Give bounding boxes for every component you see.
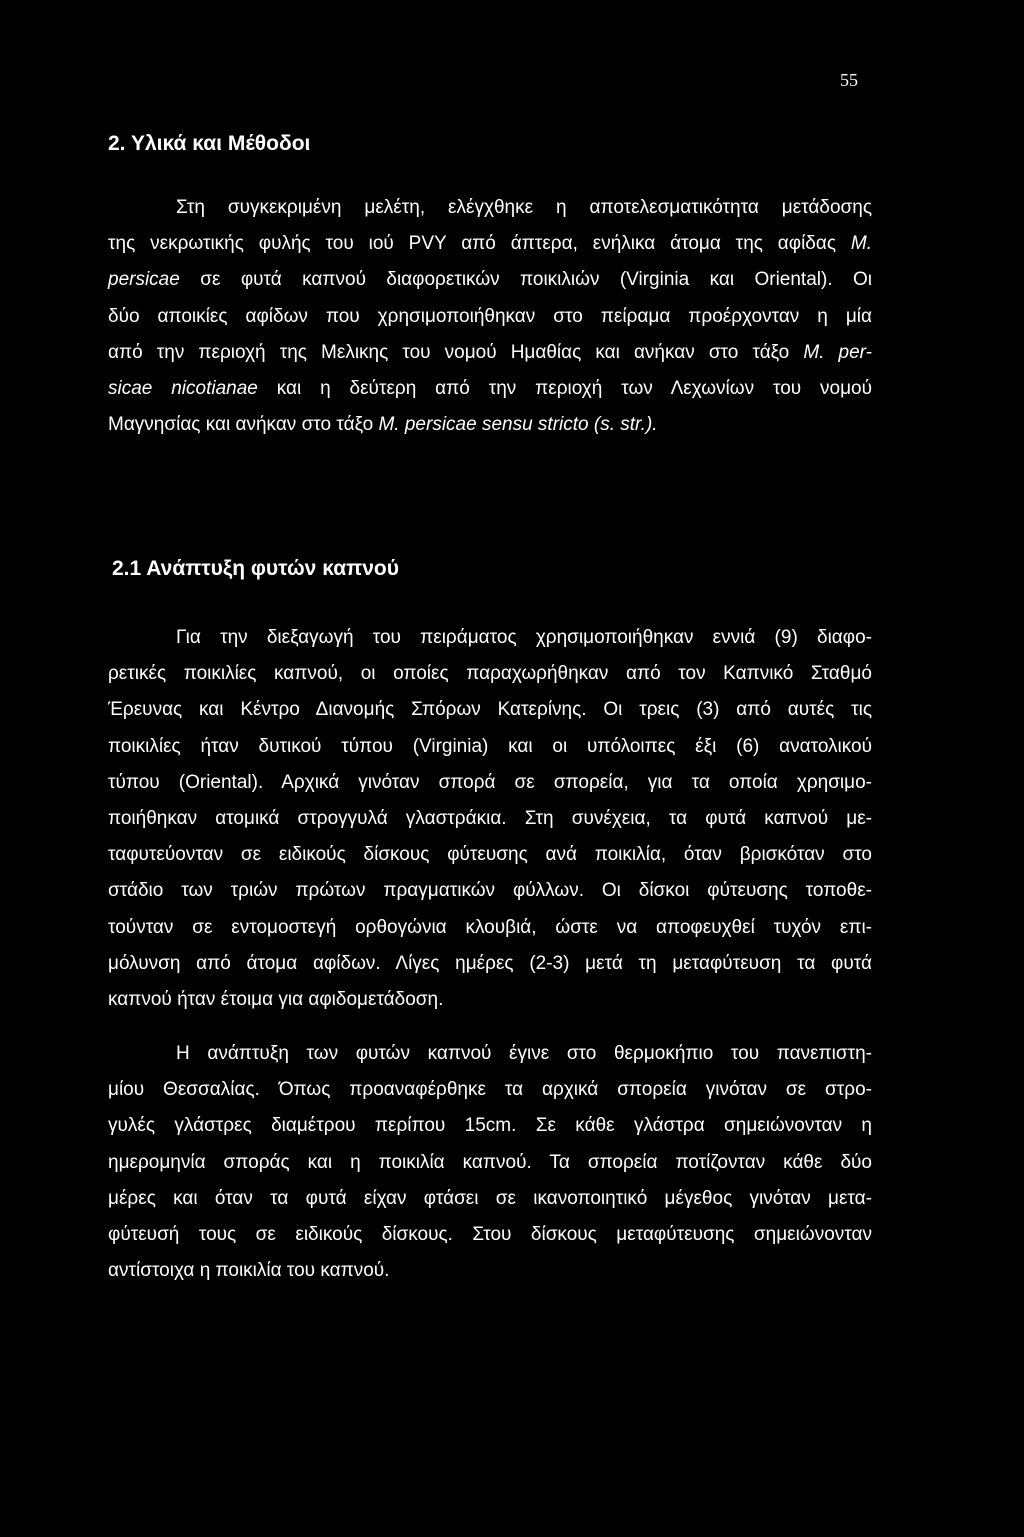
text-line: τύπου (Oriental). Αρχικά γινόταν σπορά σε σπορεία, για τα οποία χρησιμο- — [108, 771, 872, 793]
text-line: από την περιοχή της Μελικης του νομού Ημαθίας και ανήκαν στο τάξο M. per- — [108, 341, 872, 363]
text-line: καπνού ήταν έτοιμα για αφιδομετάδοση. — [108, 989, 444, 1011]
text-line: γυλές γλάστρες διαμέτρου περίπου 15cm. Σε κάθε γλάστρα σημειώνονταν η — [108, 1115, 872, 1137]
text-line: Στη συγκεκριμένη μελέτη, ελέγχθηκε η αποτελεσματικότητα μετάδοσης — [176, 197, 872, 218]
text-line: sicae nicotianae και η δεύτερη από την περιοχή των Λεχωνίων του νομού — [108, 378, 873, 400]
text-line: φύτευσή τους σε ειδικούς δίσκους. Στου δίσκους μεταφύτευσης σημειώνονταν — [108, 1224, 872, 1246]
text-line: persicae σε φυτά καπνού διαφορετικών ποικιλιών (Virginia και Oriental). Οι — [108, 269, 872, 291]
paragraph-greenhouse — [108, 1036, 872, 1289]
paragraph-methods — [108, 620, 872, 1018]
text-line: Για την διεξαγωγή του πειράματος χρησιμοποιήθηκαν εννιά (9) διαφο- — [176, 627, 872, 648]
text-line: της νεκρωτικής φυλής του ιού PVY από άπτερα, ενήλικα άτομα της αφίδας M. — [108, 233, 873, 255]
text-line: μέρες και όταν τα φυτά είχαν φτάσει σε ικανοποιητικό μέγεθος γινόταν μετα- — [108, 1187, 872, 1209]
subsection-heading: 2.1 Ανάπτυξη φυτών καπνού — [112, 557, 399, 580]
text-line: αντίστοιχα η ποικιλία του καπνού. — [108, 1260, 390, 1282]
text-line: μίου Θεσσαλίας. Όπως προαναφέρθηκε τα αρχικά σπορεία γινόταν σε στρο- — [108, 1079, 872, 1101]
page-number: 55 — [840, 70, 858, 90]
text-line: μόλυνση από άτομα αφίδων. Λίγες ημέρες (2-3) μετά τη μεταφύτευση τα φυτά — [108, 952, 872, 974]
text-line: τούνταν σε εντομοστεγή ορθογώνια κλουβιά, ώστε να αποφευχθεί τυχόν επι- — [108, 916, 872, 938]
text-line: δύο αποικίες αφίδων που χρησιμοποιήθηκαν στο πείραμα προέρχονταν η μία — [108, 305, 872, 327]
text-line: Η ανάπτυξη των φυτών καπνού έγινε στο θερμοκήπιο του πανεπιστη- — [176, 1043, 872, 1064]
text-line: Μαγνησίας και ανήκαν στο τάξο M. persicae sensu stricto (s. str.). — [108, 414, 658, 436]
text-line: στάδιο των τριών πρώτων πραγματικών φύλλων. Οι δίσκοι φύτευσης τοποθε- — [108, 880, 872, 902]
text-line: Έρευνας και Κέντρο Διανομής Σπόρων Κατερίνης. Οι τρεις (3) από αυτές τις — [108, 699, 872, 721]
text-line: ταφυτεύονταν σε ειδικούς δίσκους φύτευσης ανά ποικιλία, όταν βρισκόταν στο — [108, 844, 872, 866]
text-line: ποικιλίες ήταν δυτικού τύπου (Virginia) και οι υπόλοιπες έξι (6) ανατολικού — [108, 735, 872, 757]
text-line: ημερομηνία σποράς και η ποικιλία καπνού. Τα σπορεία ποτίζονταν κάθε δύο — [108, 1151, 872, 1173]
text-line: ποιήθηκαν ατομικά στρογγυλά γλαστράκια. Στη συνέχεια, τα φυτά καπνού με- — [108, 808, 872, 830]
paragraph-intro — [108, 190, 872, 443]
section-heading: 2. Υλικά και Μέθοδοι — [108, 132, 311, 155]
text-line: ρετικές ποικιλίες καπνού, οι οποίες παραχωρήθηκαν από τον Καπνικό Σταθμό — [108, 663, 872, 685]
